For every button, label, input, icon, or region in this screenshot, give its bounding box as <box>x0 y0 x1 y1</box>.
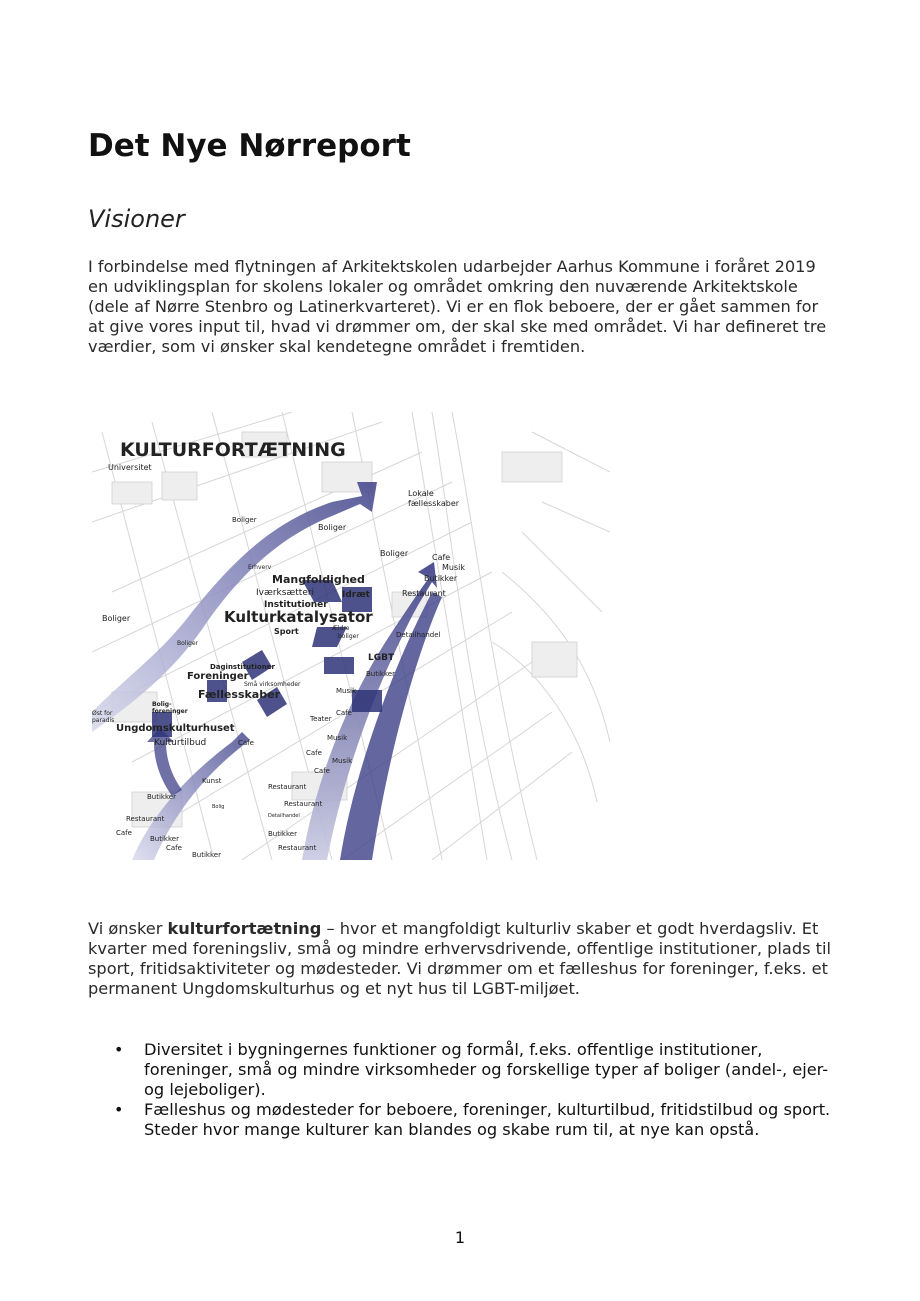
map-label: LGBT <box>368 653 395 663</box>
map-label: Boliger <box>232 516 257 524</box>
map-label: Kulturkatalysator <box>224 608 373 626</box>
map-label: Cafe <box>166 844 182 852</box>
map-label: Sport <box>274 627 299 636</box>
intro-paragraph: I forbindelse med flytningen af Arkitektskolen udarbejder Aarhus Kommune i foråret 2019 en udviklingsplan for skolens lokaler og området omkring den nuværende Arkitektskole (dele af Nørre Stenbro og Latinerkvarteret). Vi er en flok beboere, der er gået sammen for at give vores input til, hvad vi drømmer om, der skal ske med området. Vi har defineret tre værdier, som vi ønsker skal kendetegne området i fremtiden. <box>88 257 827 356</box>
map-label: Musik <box>327 734 348 742</box>
page-title: Det Nye Nørreport <box>88 128 411 164</box>
map-label: paradis <box>92 717 115 724</box>
culture-paragraph <box>88 919 833 999</box>
list-item <box>88 1040 833 1100</box>
culture-map-image <box>92 412 610 860</box>
map-label: Universitet <box>108 463 152 472</box>
map-label: Erhverv <box>248 564 272 571</box>
list-item <box>88 1100 833 1140</box>
map-label: Restaurant <box>126 815 165 823</box>
map-label: Restaurant <box>402 589 446 598</box>
map-label: Institutioner <box>264 600 328 610</box>
map-label: Butikker <box>147 793 176 801</box>
map-label: Idræt <box>342 590 370 600</box>
map-label: Daginstitutioner <box>210 663 275 671</box>
map-label: Bolig <box>212 804 225 810</box>
map-label: Musik <box>442 563 465 572</box>
page-number: 1 <box>454 1228 466 1247</box>
map-label: Små virksomheder <box>244 681 301 688</box>
map-label: Butikker <box>366 670 395 678</box>
map-label: Butikker <box>424 574 458 583</box>
map-label: Butikker <box>192 851 221 859</box>
map-label: Restaurant <box>284 800 323 808</box>
map-label: fællesskaber <box>408 499 460 508</box>
list-item-text: Diversitet i bygningernes funktioner og formål, f.eks. offentlige institutioner, foreninger, små og mindre virksomheder og forskellige typer af boliger (andel-, ejer- og lejeboliger). <box>144 1040 829 1099</box>
map-label: Boliger <box>102 614 131 623</box>
map-label: Cafe <box>314 767 330 775</box>
map-label: Restaurant <box>268 783 307 791</box>
map-label: Cafe <box>306 749 322 757</box>
map-label: Cafe <box>116 829 132 837</box>
map-label: Teater <box>310 715 332 723</box>
map-label: Butikker <box>150 835 179 843</box>
bullet-icon: • <box>114 1100 124 1119</box>
map-label: Ældre <box>332 625 350 632</box>
map-label: Musik <box>336 687 357 695</box>
map-label: Cafe <box>432 553 451 562</box>
map-label: Ungdomskulturhuset <box>116 723 235 734</box>
map-label: Foreninger <box>187 671 249 682</box>
map-label: Boliger <box>177 640 199 647</box>
map-label: Musik <box>332 757 353 765</box>
bullet-icon: • <box>114 1040 124 1059</box>
map-heading: KULTURFORTÆTNING <box>120 439 346 461</box>
map-label: Detailhandel <box>396 631 441 639</box>
map-label: Cafe <box>238 739 254 747</box>
map-label: Cafe <box>336 709 352 717</box>
bullet-list <box>88 1040 833 1140</box>
map-label: Kunst <box>202 777 222 785</box>
map-label: Detailhandel <box>268 813 300 819</box>
map-label: Fællesskaber <box>198 688 280 701</box>
map-label: Iværksætteri <box>256 588 315 598</box>
culture-text-rest: – hvor et mangfoldigt kulturliv skaber et godt hverdagsliv. Et kvarter med foreningsliv, små og mindre erhvervsdrivende, offentlige institutioner, plads til sport, fritidsaktiviteter og mødesteder. Vi drømmer om et fælleshus for foreninger, f.eks. et permanent Ungdomskulturhus og et nyt hus til LGBT-miljøet. <box>88 919 832 998</box>
map-label: Boliger <box>380 549 409 558</box>
culture-text-bold: kulturfortætning <box>167 919 322 938</box>
map-label: Bolig- <box>152 701 172 708</box>
map-label: Mangfoldighed <box>272 573 365 586</box>
map-label: Restaurant <box>278 844 317 852</box>
map-label: foreninger <box>152 708 188 715</box>
map-label: Boliger <box>318 523 347 532</box>
map-label: boliger <box>338 633 359 640</box>
map-label: Lokale <box>408 489 434 498</box>
section-subtitle: Visioner <box>88 205 185 233</box>
culture-text-lead: Vi ønsker <box>88 919 168 938</box>
map-label: Øst for <box>92 710 113 717</box>
list-item-text: Fælleshus og mødesteder for beboere, foreninger, kulturtilbud, fritidstilbud og sport. Steder hvor mange kulturer kan blandes og skabe rum til, at nye kan opstå. <box>144 1100 831 1139</box>
map-label: Butikker <box>268 830 297 838</box>
map-label: Kulturtilbud <box>154 738 207 748</box>
